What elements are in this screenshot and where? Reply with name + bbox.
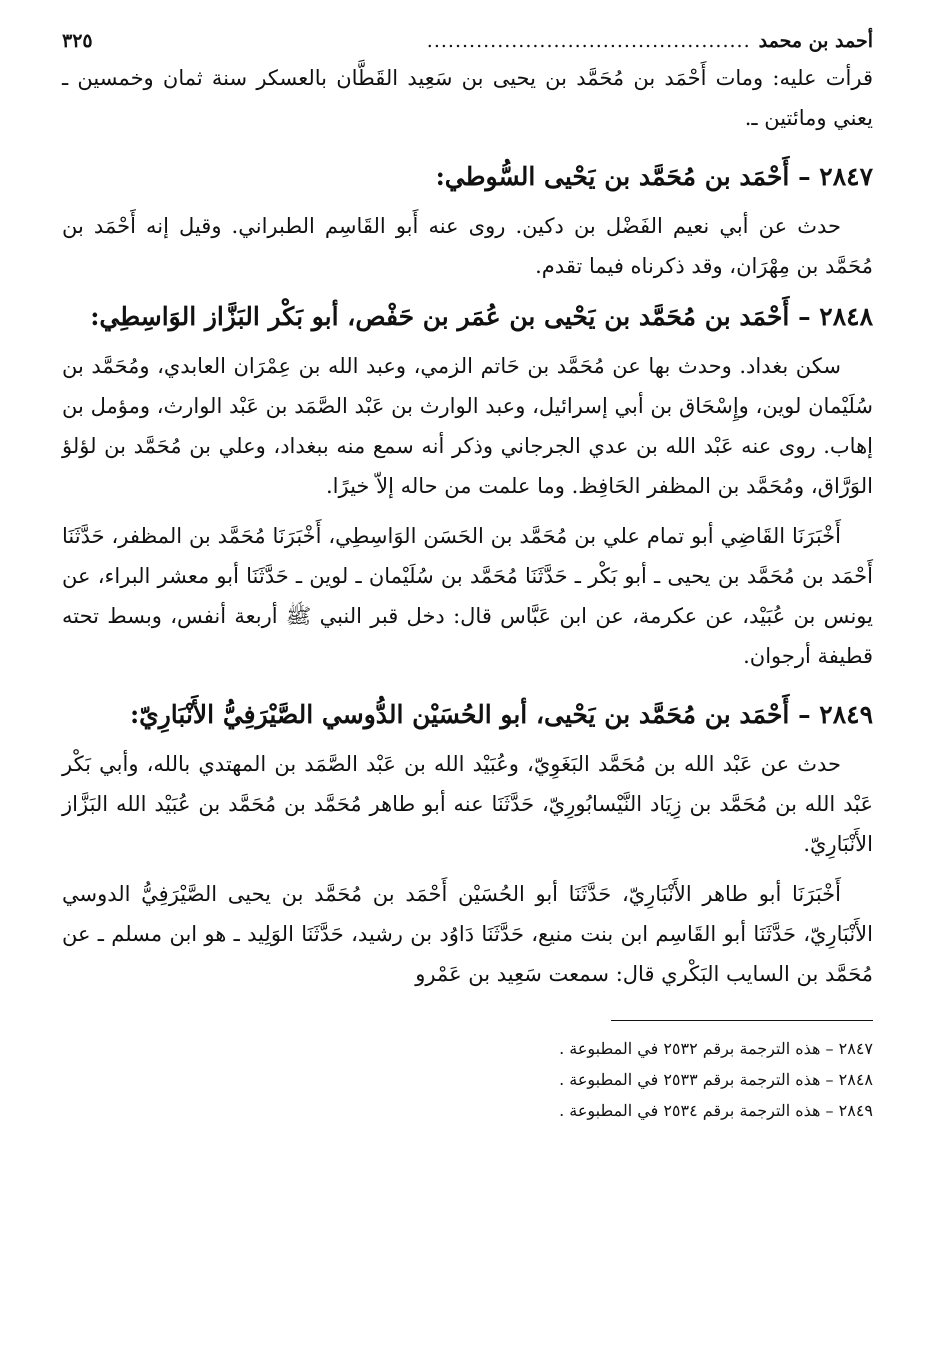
- page-number: ٣٢٥: [62, 30, 93, 52]
- entry-2848: [62, 296, 873, 676]
- footnote: ٢٨٤٨ – هذه الترجمة برقم ٢٥٣٣ في المطبوعة .: [559, 1070, 873, 1089]
- entry-paragraph: حدث عن عَبْد الله بن مُحَمَّد البَغَوِيّ، وعُبَيْد الله بن عَبْد الصَّمَد بن المهتدي بالله، وأبي بَكْر عَبْد الله بن مُحَمَّد بن زِيَاد النَّيْسابُورِيّ، حَدَّثَنَا عنه أبو طاهر مُحَمَّد بن مُحَمَّد بن عُبَيْد الله البَزَّاز الأَنْبَارِيّ.: [62, 752, 873, 856]
- running-head-title: أحمد بن محمد: [758, 30, 873, 52]
- footnote-divider: [611, 1020, 873, 1021]
- entry-title: ٢٨٤٩ – أَحْمَد بن مُحَمَّد بن يَحْيى، أبو الحُسَيْن الدُّوسي الصَّيْرَفِيُّ الأَنْبَارِيّ:: [129, 700, 873, 729]
- entry-2847: [62, 156, 873, 286]
- entry-paragraph: أَخْبَرَنَا القَاضِي أبو تمام علي بن مُحَمَّد بن الحَسَن الوَاسِطِي، أَخْبَرَنَا مُحَمَّد بن المظفر، حَدَّثَنَا أَحْمَد بن مُحَمَّد بن يحيى ـ أبو بَكْر ـ حَدَّثَنَا مُحَمَّد بن سُلَيْمان ـ لوين ـ حَدَّثَنَا أبو معشر البراء، عن يونس بن عُبَيْد، عن عكرمة، عن ابن عَبَّاس قال: دخل قبر النبي ﷺ أربعة أنفس، وبسط تحته قطيفة أرجوان.: [62, 524, 873, 668]
- footnote: ٢٨٤٩ – هذه الترجمة برقم ٢٥٣٤ في المطبوعة .: [559, 1101, 873, 1120]
- footnotes: [62, 1033, 873, 1126]
- entry-paragraph: أَخْبَرَنَا أبو طاهر الأَنْبَارِيّ، حَدَّثَنَا أبو الحُسَيْن أَحْمَد بن مُحَمَّد بن يحيى الصَّيْرَفِيُّ الدوسي الأَنْبَارِيّ، حَدَّثَنَا أبو القَاسِم ابن بنت منيع، حَدَّثَنَا دَاوُد بن رشيد، حَدَّثَنَا الوَلِيد ـ هو ابن مسلم ـ عن مُحَمَّد بن السايب البَكْري قال: سمعت سَعِيد بن عَمْرو: [62, 882, 873, 986]
- entry-title: ٢٨٤٧ – أَحْمَد بن مُحَمَّد بن يَحْيى السُّوطي:: [435, 162, 873, 191]
- running-head-dots: ..............................................: [426, 30, 751, 52]
- footnote: ٢٨٤٧ – هذه الترجمة برقم ٢٥٣٢ في المطبوعة .: [559, 1039, 873, 1058]
- entry-paragraph: سكن بغداد. وحدث بها عن مُحَمَّد بن حَاتم الزمي، وعبد الله بن عِمْرَان العابدي، ومُحَمَّد بن سُلَيْمان لوين، وإِسْحَاق بن أبي إسرائيل، وعبد الوارث بن عَبْد الصَّمَد بن عَبْد الوارث، ومؤمل بن إهاب. روى عنه عَبْد الله بن عدي الجرجاني وذكر أنه سمع منه ببغداد، وعلي بن مُحَمَّد بن لؤلؤ الوَرَّاق، ومُحَمَّد بن المظفر الحَافِظ. وما علمت من حاله إلاّ خيرًا.: [62, 354, 873, 498]
- entry-2849: [62, 694, 873, 994]
- book-page: [62, 24, 873, 1339]
- entry-paragraph: حدث عن أبي نعيم الفَضْل بن دكين. روى عنه أَبو القَاسِم الطبراني. وقيل إنه أَحْمَد بن مُحَمَّد بن مِهْرَان، وقد ذكرناه فيما تقدم.: [62, 214, 873, 278]
- intro-paragraph: قرأت عليه: ومات أَحْمَد بن مُحَمَّد بن يحيى بن سَعِيد القَطَّان بالعسكر سنة ثمان وخمسين ـ يعني ومائتين ـ.: [62, 66, 873, 130]
- entry-title: ٢٨٤٨ – أَحْمَد بن مُحَمَّد بن يَحْيى بن عُمَر بن حَفْص، أبو بَكْر البَزَّاز الوَاسِطِي:: [90, 302, 873, 331]
- running-head: [62, 24, 873, 58]
